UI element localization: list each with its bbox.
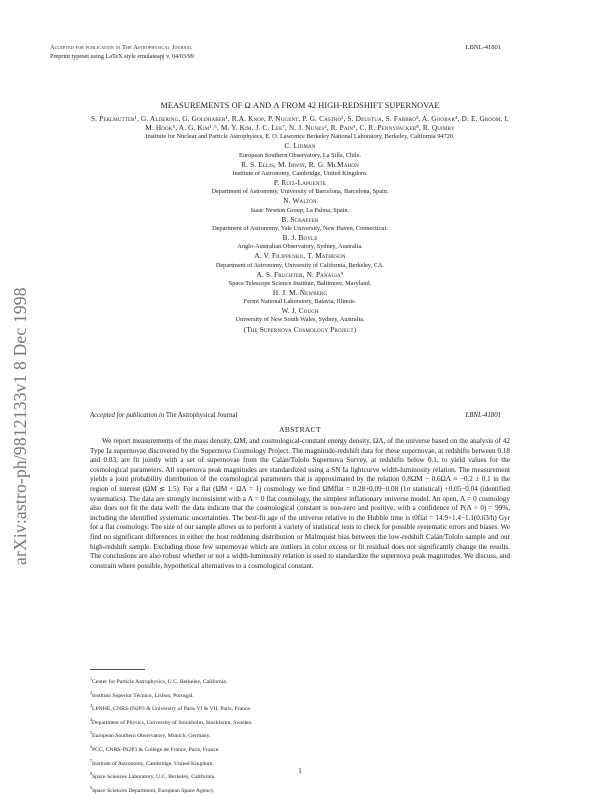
author-names: B. Schaefer [281, 214, 319, 224]
footnote: $^6$PCC, CNRS-IN2P3 & Collège de France, Paris, France. [90, 743, 220, 753]
affiliation: Department of Astronomy, Yale University, New Haven, Connecticut. [212, 224, 388, 232]
footnote: $^4$Department of Physics, University of Stockholm, Stockholm, Sweden. [90, 716, 253, 726]
report-number-2: LBNL-41801 [465, 412, 501, 419]
footnote: $^7$Institute of Astronomy, Cambridge, United Kingdom. [90, 757, 214, 767]
author-names: W. J. Couch [281, 306, 319, 316]
footnote: $^2$Instituto Superior Técnico, Lisbon, Portugal. [90, 689, 194, 699]
affiliation: Anglo-Australian Observatory, Sydney, Australia. [237, 243, 363, 251]
affiliation: Institute of Astronomy, Cambridge, United Kingdom. [232, 169, 368, 177]
affiliation: Isaac Newton Group, La Palma, Spain. [250, 206, 350, 214]
footnote: $^3$LPNHE, CNRS-IN2P3 & University of Paris VI & VII, Paris, France. [90, 703, 252, 713]
accepted-line: Accepted for publication in The Astrophysical Journal [50, 44, 193, 51]
project-name: (The Supernova Cosmology Project) [243, 324, 357, 334]
author-names: A. S. Fruchter, N. Panagia⁹ [256, 269, 344, 279]
author-names: R. S. Ellis, M. Irwin, R. G. McMahon [241, 159, 359, 169]
footnote: $^8$Space Sciences Laboratory, U.C. Berkeley, California. [90, 771, 216, 781]
arxiv-stamp-text: arXiv:astro-ph/9812133v1 8 Dec 1998 [10, 287, 30, 565]
affiliation: European Southern Observatory, La Silla, Chile. [238, 151, 361, 159]
author-names: H. J. M. Newberg [272, 287, 328, 297]
footnote: $^9$Space Sciences Department, European Space Agency. [90, 784, 215, 794]
accepted-prefix: Accepted for publication in [90, 412, 165, 419]
footnote-rule [90, 669, 145, 670]
acceptance-note [90, 412, 237, 419]
affiliation: Space Telescope Science Institute, Baltimore, Maryland. [228, 279, 372, 287]
author-names: B. J. Boyle [282, 233, 318, 243]
preprint-line: Preprint typeset using LaTeX style emulateapj v. 04/03/99 [50, 52, 194, 60]
footnotes [90, 674, 253, 796]
author-block [90, 114, 510, 334]
footnote: $^1$Center for Particle Astrophysics, U.C. Berkeley, California. [90, 676, 228, 685]
author-names: A. V. Filippenko, T. Matheson [254, 251, 346, 261]
author-names: C. Lidman [284, 141, 316, 151]
abstract-heading: ABSTRACT [279, 425, 321, 434]
paper-title: MEASUREMENTS OF Ω AND Λ FROM 42 HIGH-REDSHIFT SUPERNOVAE [160, 101, 440, 110]
affiliation: Department of Astronomy, University of California, Berkeley, CA. [215, 261, 385, 269]
author-names: P. Ruiz-Lapuente [273, 178, 327, 188]
author-names: N. Walton [283, 196, 317, 206]
footnote: $^5$European Southern Observatory, Munich, Germany. [90, 730, 211, 740]
journal-name: The Astrophysical Journal [165, 412, 238, 419]
author-names: S. Perlmutter¹, G. Aldering, G. Goldhaber¹, R.A. Knop, P. Nugent, P. G. Castro², S. Deustua, S. Fabbro³, A. Goobar⁴, D. E. Groom, I. M. Hook⁵, A. G. Kim¹˒⁶, M. Y. Kim, J. C. Lee⁷, N. J. Nunes², R. Pain³, C. R. Pennypacker⁸, R. Quimby [90, 114, 510, 133]
affiliation: Fermi National Laboratory, Batavia, Illinois. [243, 298, 357, 306]
affiliation: Institute for Nuclear and Particle Astrophysics, E. O. Lawrence Berkeley National Laboratory, Berkeley, California 94720. [145, 133, 455, 141]
affiliation: University of New South Wales, Sydney, Australia. [235, 316, 365, 324]
affiliation: Department of Astronomy, University of Barcelona, Barcelona, Spain. [211, 188, 389, 196]
abstract-body: We report measurements of the mass density, ΩM, and cosmological-constant energy density, ΩΛ, of the universe based on the analysis of 42 Type Ia supernovae discovered by the Supernova Cosmology Project. The magnitude-redshift data for these supernovae, at redshifts between 0.18 and 0.83, are fit jointly with a set of supernovae from the Calán/Tololo Supernova Survey, at redshifts below 0.1, to yield values for the cosmological parameters. All supernova peak magnitudes are standardized using a SN Ia lightcurve width-luminosity relation. The measurement yields a joint probability distribution of the cosmological parameters that is approximated by the relation 0.8ΩM − 0.6ΩΛ ≈ −0.2 ± 0.1 in the region of interest (ΩM ≲ 1.5). For a flat (ΩM + ΩΛ = 1) cosmology we find ΩMflat = 0.28+0.09−0.08 (1σ statistical) +0.05−0.04 (identified systematics). The data are strongly inconsistent with a Λ = 0 flat cosmology, the simplest inflationary universe model. An open, Λ = 0 cosmology also does not fit the data well: the data indicate that the cosmological constant is non-zero and positive, with a confidence of P(Λ > 0) = 99%, including the identified systematic uncertainties. The best-fit age of the universe relative to the Hubble time is t0flat = 14.9+1.4−1.1(0.63/h) Gyr for a flat cosmology. The size of our sample allows us to perform a variety of statistical tests to check for possible systematic errors and biases. We find no significant differences in either the host reddening distribution or Malmquist bias between the low-redshift Calán/Tololo sample and our high-redshift sample. Excluding those few supernovae which are outliers in color excess or fit residual does not significantly change the results. The conclusions are also robust whether or not a width-luminosity relation is used to standardize the supernova peak magnitudes. We discuss, and constrain where possible, hypothetical alternatives to a cosmological constant. [90, 437, 510, 570]
report-number: LBNL-41801 [465, 44, 501, 51]
page-number: 1 [298, 766, 302, 775]
arxiv-stamp [10, 205, 32, 565]
running-header [50, 44, 194, 61]
